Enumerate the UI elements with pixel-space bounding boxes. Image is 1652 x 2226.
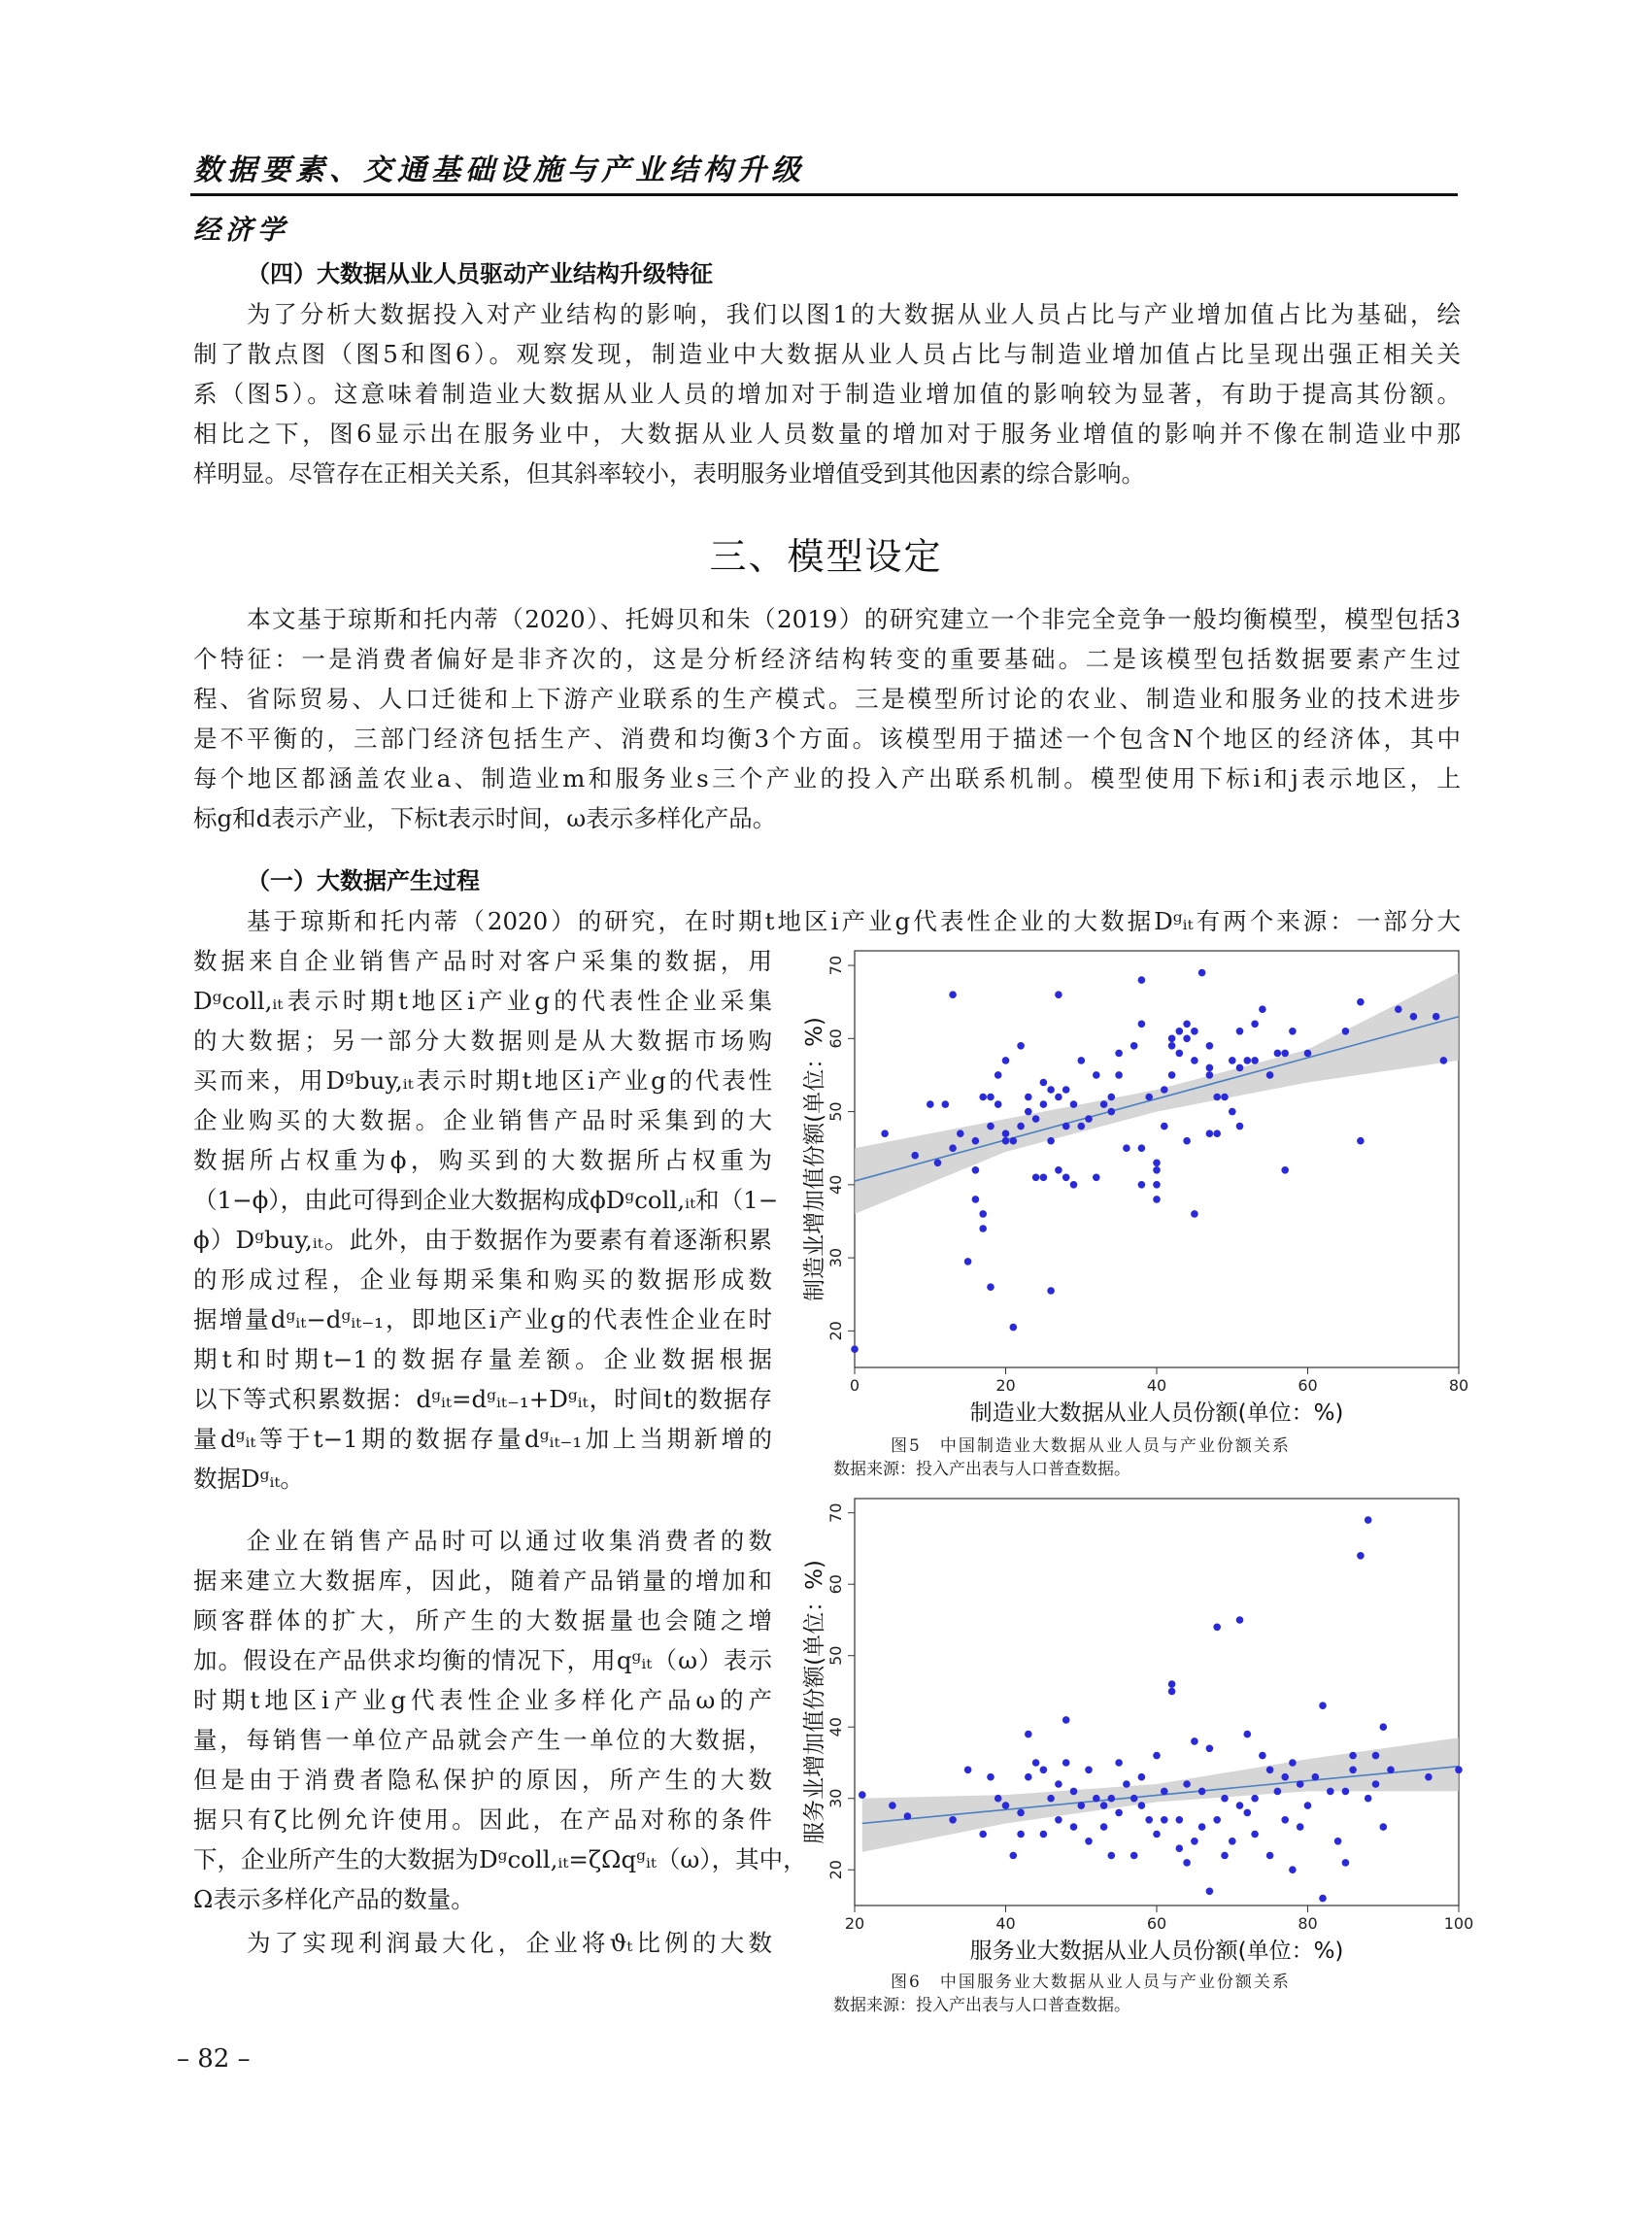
- text-line: 但是由于消费者隐私保护的原因，所产生的大数: [193, 1766, 772, 1794]
- data-point: [1161, 1788, 1168, 1796]
- data-point: [1040, 1767, 1048, 1774]
- data-point: [1365, 1795, 1372, 1803]
- data-point: [1145, 1816, 1153, 1824]
- data-point: [1100, 1802, 1108, 1809]
- data-point: [1191, 1838, 1198, 1845]
- data-point: [1002, 1137, 1010, 1145]
- data-point: [1410, 1013, 1418, 1021]
- data-point: [904, 1812, 912, 1820]
- data-point: [1085, 1838, 1093, 1845]
- data-point: [1176, 1816, 1184, 1824]
- x-tick-label: 40: [995, 1914, 1016, 1933]
- data-point: [1002, 1802, 1010, 1809]
- data-point: [1002, 1057, 1010, 1064]
- data-point: [1047, 1287, 1055, 1295]
- y-tick-label: 40: [826, 1174, 845, 1196]
- data-point: [979, 1225, 987, 1232]
- data-point: [1191, 1028, 1198, 1035]
- text-line: 期t和时期t−1的数据存量差额。企业数据根据: [193, 1345, 772, 1373]
- data-point: [851, 1345, 859, 1353]
- data-point: [1221, 1852, 1229, 1860]
- data-point: [1176, 1844, 1184, 1852]
- data-point: [1025, 1773, 1032, 1781]
- data-point: [1017, 1123, 1025, 1130]
- y-tick-label: 20: [826, 1321, 845, 1341]
- data-point: [1161, 1816, 1168, 1824]
- data-point: [1191, 1057, 1198, 1064]
- data-point: [1297, 1780, 1304, 1788]
- text-line: 据增量dᵍᵢₜ−dᵍᵢₜ₋₁，即地区i产业g的代表性企业在时: [193, 1305, 772, 1333]
- data-point: [1093, 1071, 1100, 1079]
- data-point: [1357, 998, 1365, 1006]
- y-tick-label: 30: [826, 1247, 845, 1268]
- text-line: Dᵍcoll,ᵢₜ表示时期t地区i产业g的代表性企业采集: [193, 987, 772, 1015]
- data-point: [1191, 1737, 1198, 1745]
- text-line: 系（图5）。这意味着制造业大数据从业人员的增加对于制造业增加值的影响较为显著，有助于提高其份额。: [193, 380, 1461, 408]
- data-point: [1032, 1759, 1040, 1767]
- data-point: [1236, 1802, 1244, 1809]
- data-point: [957, 1130, 964, 1137]
- data-point: [1236, 1616, 1244, 1624]
- data-point: [1100, 1100, 1108, 1108]
- data-point: [934, 1160, 942, 1167]
- model-paragraph: [193, 599, 1461, 838]
- data-point: [1070, 1788, 1078, 1796]
- data-point: [942, 1100, 950, 1108]
- data-point: [1093, 1795, 1100, 1803]
- data-point: [995, 1071, 1002, 1079]
- data-point: [1025, 1094, 1032, 1101]
- data-point: [1206, 1745, 1214, 1753]
- data-point: [1062, 1123, 1070, 1130]
- figure5-chart: [802, 945, 1469, 1433]
- text-line: 数据所占权重为ϕ，购买到的大数据所占权重为: [193, 1146, 772, 1174]
- x-tick-label: 20: [844, 1914, 865, 1933]
- text-line: 量dᵍᵢₜ等于t−1期的数据存量dᵍᵢₜ₋₁加上当期新增的: [193, 1425, 772, 1453]
- data-point: [1198, 1823, 1206, 1831]
- y-axis-label: 服务业增加值份额(单位：%): [802, 1560, 827, 1844]
- data-point: [1229, 1108, 1236, 1116]
- figure6-chart: [802, 1493, 1474, 1973]
- x-tick-label: 40: [1146, 1376, 1167, 1395]
- figure5-caption: 图5 中国制造业大数据从业人员与产业份额关系: [891, 1436, 1291, 1456]
- data-point: [1070, 1181, 1078, 1189]
- data-point: [1342, 1788, 1350, 1796]
- y-tick-label: 60: [826, 1574, 845, 1595]
- y-tick-label: 20: [826, 1860, 845, 1880]
- data-point: [1327, 1788, 1334, 1796]
- data-point: [964, 1767, 972, 1774]
- chapter-heading: 三、模型设定: [709, 535, 943, 578]
- text-line: 本文基于琼斯和托内蒂（2020）、托姆贝和朱（2019）的研究建立一个非完全竞争一般均衡模型，模型包括3: [247, 605, 1461, 633]
- data-point: [1304, 1050, 1312, 1058]
- data-point: [1168, 1680, 1176, 1688]
- data-point: [1153, 1196, 1161, 1203]
- text-line: 下，企业所产生的大数据为Dᵍcoll,ᵢₜ=ζΩqᵍᵢₜ（ω），其中，: [193, 1845, 807, 1873]
- data-point: [949, 1816, 957, 1824]
- data-point: [1380, 1823, 1388, 1831]
- data-point: [1055, 1166, 1062, 1174]
- text-line: 数据Dᵍᵢₜ。: [193, 1465, 304, 1493]
- x-tick-label: 20: [995, 1376, 1016, 1395]
- data-point: [1010, 1852, 1018, 1860]
- data-point: [1319, 1895, 1327, 1903]
- x-axis-label: 制造业大数据从业人员份额(单位：%): [969, 1400, 1344, 1426]
- data-point: [1010, 1137, 1018, 1145]
- data-point: [1085, 1767, 1093, 1774]
- data-point: [949, 991, 957, 998]
- text-line: 样明显。尽管存在正相关关系，但其斜率较小，表明服务业增值受到其他因素的综合影响。: [193, 459, 1145, 488]
- data-point: [1153, 1752, 1161, 1760]
- text-line: （1−ϕ），由此可得到企业大数据构成ϕDᵍcoll,ᵢₜ和（1−: [193, 1186, 779, 1214]
- data-point: [1130, 1795, 1138, 1803]
- data-point: [1334, 1838, 1342, 1845]
- data-point: [1017, 1042, 1025, 1050]
- text-line: 的大数据；另一部分大数据则是从大数据市场购: [193, 1027, 772, 1055]
- data-point: [881, 1130, 889, 1137]
- data-point: [1017, 1831, 1025, 1838]
- data-point: [1372, 1780, 1380, 1788]
- data-point: [1108, 1094, 1116, 1101]
- data-point: [1168, 1042, 1176, 1050]
- data-point: [1213, 1130, 1221, 1137]
- data-point: [1213, 1094, 1221, 1101]
- data-point: [1251, 1021, 1259, 1029]
- data-point: [1289, 1866, 1297, 1873]
- data-point: [1085, 1115, 1093, 1123]
- x-axis-label: 服务业大数据从业人员份额(单位：%): [969, 1939, 1344, 1964]
- data-point: [1266, 1767, 1274, 1774]
- left-column-last-line: 为了实现利润最大化，企业将ϑₜ比例的大数: [247, 1929, 772, 1957]
- data-point: [1115, 1050, 1123, 1058]
- text-line: 顾客群体的扩大，所产生的大数据量也会随之增: [193, 1606, 772, 1635]
- data-point: [1138, 1802, 1146, 1809]
- data-point: [1025, 1731, 1032, 1738]
- data-point: [964, 1258, 972, 1265]
- data-point: [1183, 1859, 1191, 1867]
- data-point: [1176, 1028, 1184, 1035]
- x-tick-label: 80: [1298, 1914, 1318, 1933]
- x-tick-label: 80: [1448, 1376, 1469, 1395]
- x-tick-label: 60: [1298, 1376, 1318, 1395]
- data-point: [1040, 1831, 1048, 1838]
- left-column-text-2: [193, 1521, 807, 1919]
- data-point: [1108, 1108, 1116, 1116]
- data-point: [1319, 1702, 1327, 1709]
- data-point: [1266, 1071, 1274, 1079]
- y-tick-label: 50: [826, 1645, 845, 1666]
- data-point: [979, 1831, 987, 1838]
- data-point: [911, 1152, 919, 1160]
- text-line: ϕ）Dᵍbuy,ᵢₜ。此外，由于数据作为要素有着逐渐积累: [193, 1226, 772, 1254]
- data-point: [1115, 1759, 1123, 1767]
- data-point: [1078, 1802, 1086, 1809]
- y-tick-label: 30: [826, 1788, 845, 1808]
- data-point: [1153, 1166, 1161, 1174]
- data-point: [1206, 1888, 1214, 1896]
- text-line: 企业购买的大数据。企业销售产品时采集到的大: [193, 1106, 772, 1134]
- data-point: [1213, 1624, 1221, 1632]
- text-line: 量，每销售一单位产品就会产生一单位的大数据，: [193, 1726, 772, 1754]
- data-point: [1062, 1174, 1070, 1182]
- data-point: [995, 1100, 1002, 1108]
- data-point: [1055, 991, 1062, 998]
- data-point: [1274, 1050, 1282, 1058]
- data-point: [1168, 1071, 1176, 1079]
- data-point: [1062, 1759, 1070, 1767]
- data-point: [987, 1773, 995, 1781]
- data-point: [1304, 1802, 1312, 1809]
- text-line: 程、省际贸易、人口迁徙和上下游产业联系的生产模式。三是模型所讨论的农业、制造业和服务业的技术进步: [193, 685, 1461, 713]
- data-point: [979, 1094, 987, 1101]
- data-point: [1251, 1795, 1259, 1803]
- y-tick-label: 70: [826, 955, 845, 976]
- text-line: 买而来，用Dᵍbuy,ᵢₜ表示时期t地区i产业g的代表性: [193, 1066, 772, 1095]
- subsection1-first-line: 基于琼斯和托内蒂（2020）的研究，在时期t地区i产业g代表性企业的大数据Dᵍᵢₜ有两个来源：一部分大: [247, 907, 1461, 935]
- running-header-title: 数据要素、交通基础设施与产业结构升级: [193, 153, 805, 187]
- data-point: [1145, 1094, 1153, 1101]
- data-point: [1387, 1767, 1395, 1774]
- data-point: [1372, 1752, 1380, 1760]
- data-point: [1138, 1181, 1146, 1189]
- data-point: [1108, 1852, 1116, 1860]
- data-point: [1108, 1795, 1116, 1803]
- data-point: [1349, 1767, 1357, 1774]
- data-point: [1259, 1752, 1266, 1760]
- data-point: [1138, 1144, 1146, 1152]
- data-point: [1357, 1137, 1365, 1145]
- data-point: [1100, 1823, 1108, 1831]
- data-point: [1176, 1050, 1184, 1058]
- text-line: 以下等式积累数据：dᵍᵢₜ=dᵍᵢₜ₋₁+Dᵍᵢₜ，时间t的数据存: [193, 1385, 772, 1413]
- data-point: [1047, 1086, 1055, 1094]
- data-point: [1342, 1859, 1350, 1867]
- figure6-caption: 图6 中国服务业大数据从业人员与产业份额关系: [891, 1973, 1291, 1992]
- x-tick-label: 60: [1146, 1914, 1167, 1933]
- data-point: [1342, 1028, 1350, 1035]
- y-tick-label: 50: [826, 1101, 845, 1122]
- data-point: [1032, 1174, 1040, 1182]
- data-point: [1274, 1788, 1282, 1796]
- data-point: [1070, 1100, 1078, 1108]
- data-point: [1138, 1773, 1146, 1781]
- text-line: 时期t地区i产业g代表性企业多样化产品ω的产: [193, 1686, 772, 1714]
- data-point: [1236, 1123, 1244, 1130]
- data-point: [1040, 1079, 1048, 1087]
- data-point: [1380, 1723, 1388, 1731]
- text-line: 为了分析大数据投入对产业结构的影响，我们以图1的大数据从业人员占比与产业增加值占比为基础，绘: [247, 300, 1461, 328]
- data-point: [1040, 1100, 1048, 1108]
- text-line: 加。假设在产品供求均衡的情况下，用qᵍᵢₜ（ω）表示: [193, 1646, 772, 1674]
- data-point: [995, 1795, 1002, 1803]
- data-point: [972, 1166, 980, 1174]
- data-point: [987, 1094, 995, 1101]
- data-point: [1312, 1773, 1320, 1781]
- text-line: 每个地区都涵盖农业a、制造业m和服务业s三个产业的投入产出联系机制。模型使用下标i和j表示地区，上: [193, 764, 1461, 793]
- data-point: [1130, 1042, 1138, 1050]
- running-header-journal: 经济学: [193, 214, 290, 246]
- text-line: 企业在销售产品时可以通过收集消费者的数: [247, 1527, 772, 1555]
- data-point: [1281, 1816, 1289, 1824]
- data-point: [1153, 1160, 1161, 1167]
- y-tick-label: 40: [826, 1717, 845, 1737]
- header-rule: [190, 193, 1458, 196]
- data-point: [1078, 1123, 1086, 1130]
- data-point: [1191, 1210, 1198, 1218]
- data-point: [1138, 1021, 1146, 1029]
- data-point: [1259, 1005, 1266, 1013]
- data-point: [1455, 1767, 1463, 1774]
- text-line: 的形成过程，企业每期采集和购买的数据形成数: [193, 1265, 772, 1294]
- data-point: [1153, 1181, 1161, 1189]
- data-point: [1153, 1831, 1161, 1838]
- data-point: [1433, 1013, 1440, 1021]
- data-point: [1025, 1108, 1032, 1116]
- data-point: [1093, 1174, 1100, 1182]
- data-point: [979, 1210, 987, 1218]
- text-line: 据只有ζ比例允许使用。因此，在产品对称的条件: [193, 1805, 772, 1834]
- y-tick-label: 70: [826, 1502, 845, 1523]
- data-point: [889, 1802, 896, 1809]
- data-point: [1281, 1166, 1289, 1174]
- data-point: [1395, 1005, 1402, 1013]
- data-point: [1047, 1137, 1055, 1145]
- subsection1-heading: （一）大数据产生过程: [247, 867, 480, 894]
- data-point: [1183, 1035, 1191, 1043]
- data-point: [1206, 1130, 1214, 1137]
- left-column-text-1: [193, 941, 779, 1499]
- data-point: [1062, 1716, 1070, 1724]
- data-point: [1206, 1042, 1214, 1050]
- data-point: [1244, 1809, 1252, 1817]
- data-point: [1138, 976, 1146, 984]
- data-point: [1229, 1838, 1236, 1845]
- text-line: 个特征：一是消费者偏好是非齐次的，这是分析经济结构转变的重要基础。二是该模型包括数据要素产生过: [193, 645, 1461, 673]
- text-line: 是不平衡的，三部门经济包括生产、消费和均衡3个方面。该模型用于描述一个包含N个地区的经济体，其中: [193, 725, 1461, 753]
- data-point: [1206, 1071, 1214, 1079]
- data-point: [987, 1123, 995, 1130]
- text-line: 据来建立大数据库，因此，随着产品销量的增加和: [193, 1567, 772, 1595]
- data-point: [1229, 1057, 1236, 1064]
- data-point: [1032, 1115, 1040, 1123]
- data-point: [1010, 1324, 1018, 1332]
- data-point: [1168, 1035, 1176, 1043]
- data-point: [1297, 1823, 1304, 1831]
- data-point: [1115, 1809, 1123, 1817]
- figure5-source: 数据来源：投入产出表与人口普查数据。: [833, 1460, 1130, 1479]
- data-point: [1244, 1057, 1252, 1064]
- plot-area: [855, 1499, 1459, 1906]
- data-point: [1221, 1795, 1229, 1803]
- data-point: [987, 1283, 995, 1291]
- data-point: [1289, 1028, 1297, 1035]
- data-point: [1236, 1064, 1244, 1072]
- data-point: [1040, 1174, 1048, 1182]
- data-point: [1078, 1057, 1086, 1064]
- data-point: [1251, 1057, 1259, 1064]
- text-line: Ω表示多样化产品的数量。: [193, 1885, 475, 1913]
- data-point: [1289, 1759, 1297, 1767]
- y-tick-label: 60: [826, 1029, 845, 1049]
- data-point: [1161, 1123, 1168, 1130]
- data-point: [1281, 1050, 1289, 1058]
- page-number: – 82 –: [177, 2044, 251, 2074]
- data-point: [1017, 1809, 1025, 1817]
- data-point: [1123, 1144, 1130, 1152]
- data-point: [859, 1791, 866, 1799]
- data-point: [1198, 1788, 1206, 1796]
- data-point: [1221, 1094, 1229, 1101]
- text-line: 制了散点图（图5和图6）。观察发现，制造业中大数据从业人员占比与制造业增加值占比呈现出强正相关关: [193, 340, 1461, 368]
- text-line: 数据来自企业销售产品时对客户采集的数据，用: [193, 947, 772, 975]
- figure6-source: 数据来源：投入产出表与人口普查数据。: [833, 1996, 1130, 2015]
- data-point: [1251, 1831, 1259, 1838]
- data-point: [1062, 1086, 1070, 1094]
- data-point: [1115, 1071, 1123, 1079]
- data-point: [1183, 1137, 1191, 1145]
- data-point: [1440, 1057, 1448, 1064]
- data-point: [1168, 1688, 1176, 1696]
- data-point: [1198, 969, 1206, 977]
- data-point: [972, 1137, 980, 1145]
- data-point: [1055, 1094, 1062, 1101]
- data-point: [927, 1100, 934, 1108]
- data-point: [949, 1144, 957, 1152]
- section4-paragraph: [193, 294, 1461, 493]
- data-point: [1047, 1795, 1055, 1803]
- data-point: [1213, 1816, 1221, 1824]
- data-point: [1130, 1852, 1138, 1860]
- text-line: 标g和d表示产业，下标t表示时间，ω表示多样化产品。: [193, 804, 777, 832]
- data-point: [1055, 1780, 1062, 1788]
- data-point: [1244, 1731, 1252, 1738]
- text-line: 相比之下，图6显示出在服务业中，大数据从业人员数量的增加对于服务业增值的影响并不像在制造业中那: [193, 420, 1461, 448]
- data-point: [1425, 1773, 1433, 1781]
- data-point: [1349, 1752, 1357, 1760]
- data-point: [1183, 1780, 1191, 1788]
- section4-heading: （四）大数据从业人员驱动产业结构升级特征: [247, 260, 713, 287]
- data-point: [1266, 1852, 1274, 1860]
- x-tick-label: 0: [849, 1376, 860, 1395]
- data-point: [1002, 1130, 1010, 1137]
- y-axis-label: 制造业增加值份额(单位：%): [802, 1017, 827, 1301]
- data-point: [1070, 1823, 1078, 1831]
- data-point: [1281, 1773, 1289, 1781]
- x-tick-label: 100: [1443, 1914, 1474, 1933]
- data-point: [1123, 1780, 1130, 1788]
- data-point: [1183, 1021, 1191, 1029]
- data-point: [1055, 1816, 1062, 1824]
- data-point: [1236, 1028, 1244, 1035]
- data-point: [1206, 1064, 1214, 1072]
- data-point: [1161, 1086, 1168, 1094]
- data-point: [1365, 1516, 1372, 1524]
- data-point: [972, 1196, 980, 1203]
- data-point: [1357, 1552, 1365, 1560]
